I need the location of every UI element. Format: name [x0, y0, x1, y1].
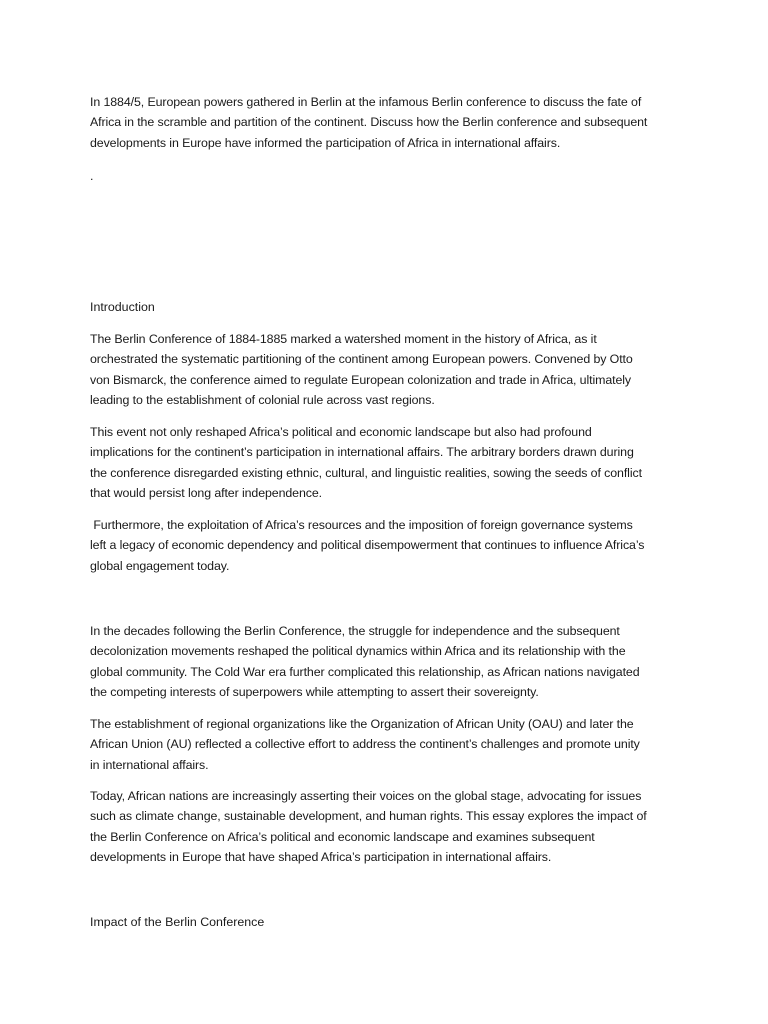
text-line: Africa in the scramble and partition of the continent. Discuss how the Berlin conference and subsequent	[90, 115, 648, 130]
text-line: The establishment of regional organizations like the Organization of African Unity (OAU) and later the	[90, 717, 634, 731]
text-line: such as climate change, sustainable development, and human rights. This essay explores the impact of	[90, 809, 647, 824]
body-paragraph-3	[90, 786, 690, 867]
heading-impact: Impact of the Berlin Conference	[90, 915, 265, 929]
text-line: leading to the establishment of colonial rule across vast regions.	[90, 392, 435, 407]
body-paragraph-2	[90, 714, 690, 775]
dot-separator	[90, 166, 690, 186]
text-line: in international affairs.	[90, 757, 209, 772]
text-line: .	[90, 169, 94, 183]
text-line: developments in Europe that have shaped Africa’s participation in international affairs.	[90, 849, 552, 864]
intro-paragraph-1	[90, 329, 690, 410]
text-line: left a legacy of economic dependency and political disempowerment that continues to influence Africa’s	[90, 538, 645, 553]
text-line: developments in Europe have informed the participation of Africa in international affairs.	[90, 135, 561, 150]
text-line: In the decades following the Berlin Conference, the struggle for independence and the subsequent	[90, 624, 620, 638]
body-paragraph-1	[90, 621, 690, 702]
text-line: In 1884/5, European powers gathered in Berlin at the infamous Berlin conference to discuss the fate of	[90, 95, 642, 109]
text-line: the conference disregarded existing ethnic, cultural, and linguistic realities, sowing the seeds of conflict	[90, 465, 642, 480]
text-line: The Berlin Conference of 1884-1885 marked a watershed moment in the history of Africa, as it	[90, 332, 597, 346]
text-line: African Union (AU) reflected a collective effort to address the continent’s challenges and promote unity	[90, 737, 640, 752]
intro-paragraph-2	[90, 422, 690, 503]
text-line: orchestrated the systematic partitioning of the continent among European powers. Convened by Otto	[90, 352, 633, 367]
text-line: Furthermore, the exploitation of Africa’s resources and the imposition of foreign governance systems	[90, 518, 633, 532]
text-line: global engagement today.	[90, 558, 230, 573]
text-line: decolonization movements reshaped the political dynamics within Africa and its relationship with the	[90, 644, 626, 659]
text-line: von Bismarck, the conference aimed to regulate European colonization and trade in Africa, ultimately	[90, 372, 632, 387]
text-line: global community. The Cold War era further complicated this relationship, as African nations navigated	[90, 664, 640, 679]
text-line: Today, African nations are increasingly asserting their voices on the global stage, advocating for issues	[90, 789, 642, 803]
text-line: the Berlin Conference on Africa’s political and economic landscape and examines subsequent	[90, 829, 595, 844]
heading-introduction: Introduction	[90, 300, 155, 314]
text-line: that would persist long after independence.	[90, 485, 322, 500]
intro-paragraph-3	[90, 515, 690, 576]
text-line: the competing interests of superpowers while attempting to assert their sovereignty.	[90, 684, 539, 699]
essay-prompt	[90, 92, 690, 153]
text-line: This event not only reshaped Africa’s political and economic landscape but also had profound	[90, 425, 592, 439]
text-line: implications for the continent’s participation in international affairs. The arbitrary borders drawn during	[90, 445, 634, 460]
